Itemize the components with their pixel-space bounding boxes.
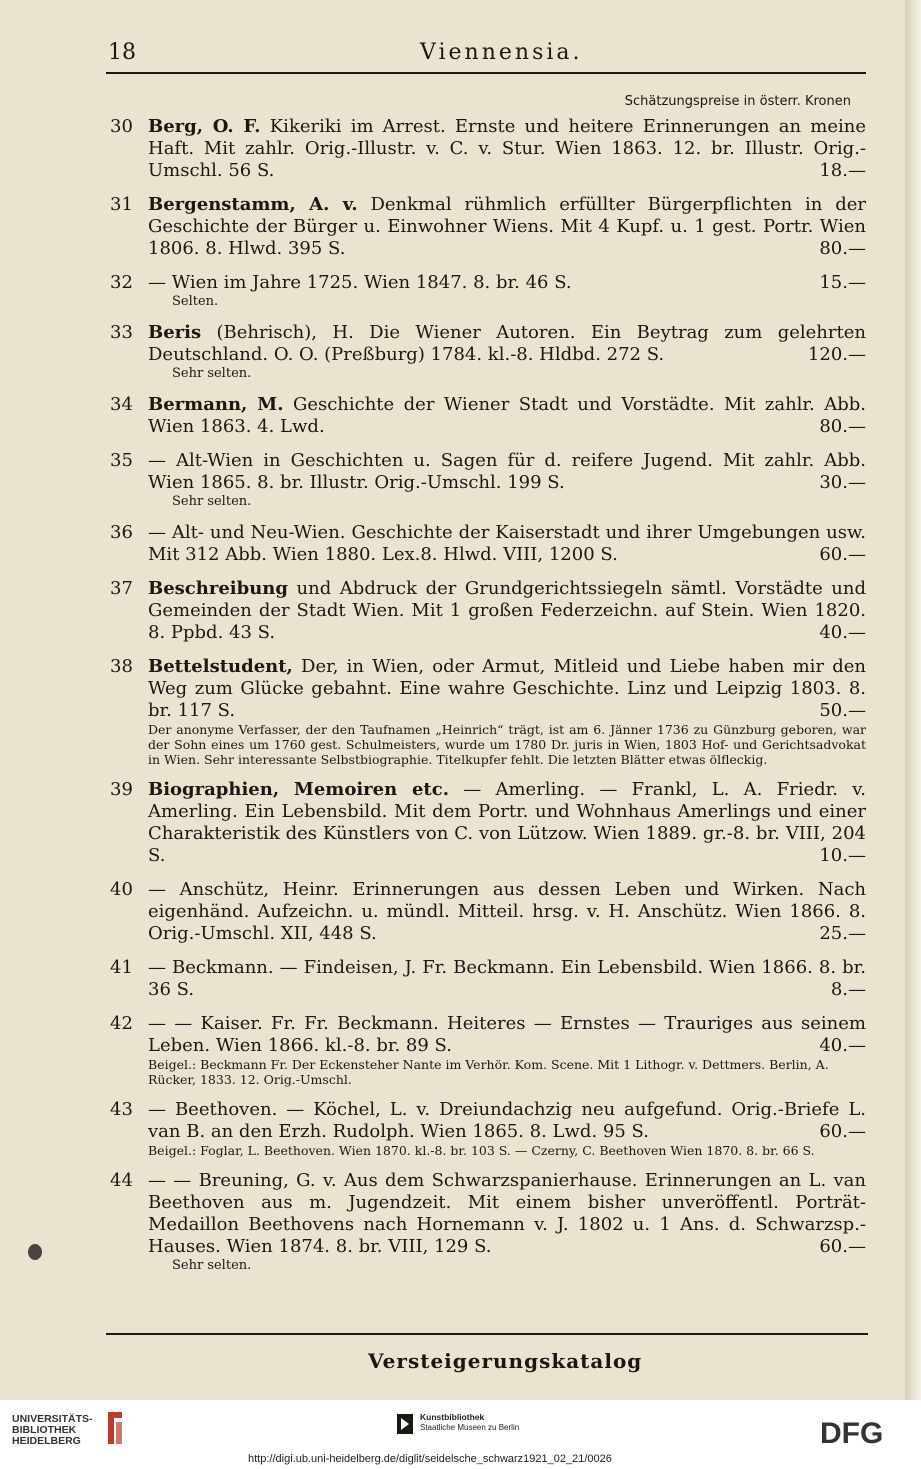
entry-number: 43 [110, 1099, 133, 1120]
entry-number: 42 [110, 1013, 133, 1034]
header-rule [106, 72, 866, 74]
entry-number: 39 [110, 779, 133, 800]
entry-author: Bermann, M. [148, 394, 284, 415]
entry-number: 35 [110, 450, 133, 471]
catalog-entry [110, 116, 866, 182]
entry-price: 30.— [819, 472, 866, 493]
catalog-entry [110, 656, 866, 767]
entry-note: Beigel.: Foglar, L. Beethoven. Wien 1870. kl.-8. br. 103 S. — Czerny, C. Beethoven Wien 1870. 8. br. 66 S. [148, 1143, 815, 1158]
entry-note: Beigel.: Beckmann Fr. Der Eckensteher Nante im Verhör. Kom. Scene. Mit 1 Lithogr. v. Dettmers. Berlin, A. Rücker, 1833. 12. Orig.-Umschl. [148, 1057, 829, 1087]
entry-number: 32 [110, 272, 133, 293]
entry-number: 38 [110, 656, 133, 677]
entry-number: 34 [110, 394, 133, 415]
page-title: Viennensia. [420, 40, 583, 65]
catalog-entry [110, 322, 866, 382]
entry-number: 31 [110, 194, 133, 215]
entry-price: 80.— [819, 416, 866, 437]
entry-text: Denkmal rühmlich erfüllter Bürgerpflichten in der Geschichte der Bürger u. Einwohner Wiens. Mit 4 Kupf. u. 1 gest. Portr. Wien 1806. 8. Hlwd. 395 S. [148, 194, 866, 259]
page-number: 18 [108, 40, 136, 65]
entry-number: 33 [110, 322, 133, 343]
entry-price: 40.— [819, 1035, 866, 1056]
footer-rule [106, 1333, 868, 1335]
entry-text: — Amerling. — Frankl, L. A. Friedr. v. Amerling. Ein Lebensbild. Mit dem Portr. und Wohnhaus Amerlings und einer Charakteristik des Künstlers von C. von Lützow. Wien 1889. gr.-8. br. VIII, 204 S. [148, 779, 866, 866]
entry-text: Der, in Wien, oder Armut, Mitleid und Liebe haben mir den Weg zum Glücke gebahnt. Eine wahre Geschichte. Linz und Leipzig 1803. 8. br. 117 S. [148, 656, 866, 721]
kunstbibliothek-logo-text [420, 1412, 519, 1433]
catalog-entry [110, 194, 866, 260]
entry-text: — — Breuning, G. v. Aus dem Schwarzspanierhause. Erinnerungen an L. van Beethoven aus m. Jugendzeit. Mit einem bisher unveröffentl. Porträt-Medaillon Beethovens nach Hornemann v. J. 1802 u. 1 Ans. d. Schwarzsp.-Hauses. Wien 1874. 8. br. VIII, 129 S. [148, 1170, 866, 1257]
entry-number: 37 [110, 578, 133, 599]
entry-price: 25.— [819, 923, 866, 944]
entry-number: 40 [110, 879, 133, 900]
uni-logo-line: UNIVERSITÄTS- [12, 1413, 93, 1425]
entry-text: Geschichte der Wiener Stadt und Vorstädte. Mit zahlr. Abb. Wien 1863. 4. Lwd. [148, 394, 866, 437]
entry-price: 120.— [807, 344, 866, 365]
uni-logo-line: HEIDELBERG [12, 1435, 81, 1447]
entry-text: — Anschütz, Heinr. Erinnerungen aus dessen Leben und Wirken. Nach eigenhänd. Aufzeichn. u. mündl. Mitteil. hrsg. v. H. Anschütz. Wien 1866. 8. Orig.-Umschl. XII, 448 S. [148, 879, 866, 944]
catalog-footer-title: Versteigerungskatalog [368, 1349, 643, 1373]
catalog-entry [110, 1099, 866, 1158]
entry-price: 15.— [819, 272, 866, 293]
entry-price: 60.— [819, 544, 866, 565]
entry-price: 50.— [819, 700, 866, 721]
ink-blot [28, 1244, 42, 1260]
entry-note: Selten. [172, 294, 219, 309]
entry-text: Kikeriki im Arrest. Ernste und heitere Erinnerungen an meine Haft. Mit zahlr. Orig.-Illustr. v. C. v. Stur. Wien 1863. 12. br. Illustr. Orig.-Umschl. 56 S. [148, 116, 866, 181]
entry-text: — Alt-Wien in Geschichten u. Sagen für d. reifere Jugend. Mit zahlr. Abb. Wien 1865. 8. br. Illustr. Orig.-Umschl. 199 S. [148, 450, 866, 493]
entry-author: Beschreibung [148, 578, 288, 599]
uni-logo-line: BIBLIOTHEK [12, 1424, 77, 1436]
entry-author: Berg, O. F. [148, 116, 261, 137]
entry-price: 18.— [819, 160, 866, 181]
entry-text: — Beckmann. — Findeisen, J. Fr. Beckmann. Ein Lebensbild. Wien 1866. 8. br. 36 S. [148, 957, 866, 1000]
entry-note: Der anonyme Verfasser, der den Taufnamen „Heinrich“ trägt, ist am 6. Jänner 1736 zu Günzburg geboren, war der Sohn eines um 1760 gest. Schulmeisters, wurde um 1780 Dr. juris in Wien, 1803 Hof- und Gerichtsadvokat in Wien. Sehr interessante Selbstbiographie. Titelkupfer fehlt. Die letzten Blätter etwas ölfleckig. [148, 722, 866, 767]
catalog-entry [110, 450, 866, 510]
entry-author: Bergenstamm, A. v. [148, 194, 358, 215]
entry-number: 30 [110, 116, 133, 137]
entry-number: 44 [110, 1170, 133, 1191]
university-library-logo [12, 1414, 93, 1447]
catalog-entries [110, 116, 866, 1286]
entry-text: — Beethoven. — Köchel, L. v. Dreiundachzig neu aufgefund. Orig.-Briefe L. van B. an den Erzh. Rudolph. Wien 1865. 8. Lwd. 95 S. [148, 1099, 866, 1142]
source-url[interactable]: http://digi.ub.uni-heidelberg.de/diglit/seidelsche_schwarz1921_02_21/0026 [248, 1453, 612, 1465]
entry-price: 8.— [830, 979, 866, 1000]
kunstbibliothek-logo-icon [395, 1412, 415, 1436]
catalog-entry [110, 1013, 866, 1087]
entry-price: 10.— [819, 845, 866, 866]
entry-note: Sehr selten. [172, 1258, 252, 1273]
catalog-entry [110, 1170, 866, 1274]
catalog-entry [110, 394, 866, 438]
entry-text: — Wien im Jahre 1725. Wien 1847. 8. br. 46 S. [148, 272, 572, 293]
price-subheading: Schätzungspreise in österr. Kronen [624, 94, 851, 109]
entry-text: — — Kaiser. Fr. Fr. Beckmann. Heiteres — Ernstes — Trauriges aus seinem Leben. Wien 1866. kl.-8. br. 89 S. [148, 1013, 866, 1056]
page-edge [905, 0, 921, 1400]
entry-note: Sehr selten. [172, 366, 252, 381]
kb-line: Staatliche Museen zu Berlin [420, 1423, 520, 1432]
entry-text: und Abdruck der Grundgerichtssiegeln sämtl. Vorstädte und Gemeinden der Stadt Wien. Mit 1 großen Federzeichn. auf Stein. Wien 1820. 8. Ppbd. 43 S. [148, 578, 866, 643]
entry-author: Biographien, Memoiren etc. [148, 779, 449, 800]
entry-price: 80.— [819, 238, 866, 259]
catalog-entry [110, 879, 866, 945]
library-logo-icon [104, 1408, 126, 1448]
catalog-entry [110, 957, 866, 1001]
entry-author: Beris [148, 322, 202, 343]
entry-price: 60.— [819, 1121, 866, 1142]
entry-text: (Behrisch), H. Die Wiener Autoren. Ein Beytrag zum gelehrten Deutschland. O. O. (Preßburg) 1784. kl.-8. Hldbd. 272 S. [148, 322, 866, 365]
entry-price: 40.— [819, 622, 866, 643]
catalog-entry [110, 578, 866, 644]
entry-note: Sehr selten. [172, 494, 252, 509]
entry-text: — Alt- und Neu-Wien. Geschichte der Kaiserstadt und ihrer Umgebungen usw. Mit 312 Abb. Wien 1880. Lex.8. Hlwd. VIII, 1200 S. [148, 522, 866, 565]
catalog-entry [110, 522, 866, 566]
catalog-entry [110, 779, 866, 867]
kb-line: Kunstbibliothek [420, 1412, 485, 1422]
catalog-entry [110, 272, 866, 310]
entry-author: Bettelstudent, [148, 656, 293, 677]
entry-number: 36 [110, 522, 133, 543]
entry-price: 60.— [819, 1236, 866, 1257]
dfg-logo: DFG [820, 1417, 884, 1450]
entry-number: 41 [110, 957, 133, 978]
